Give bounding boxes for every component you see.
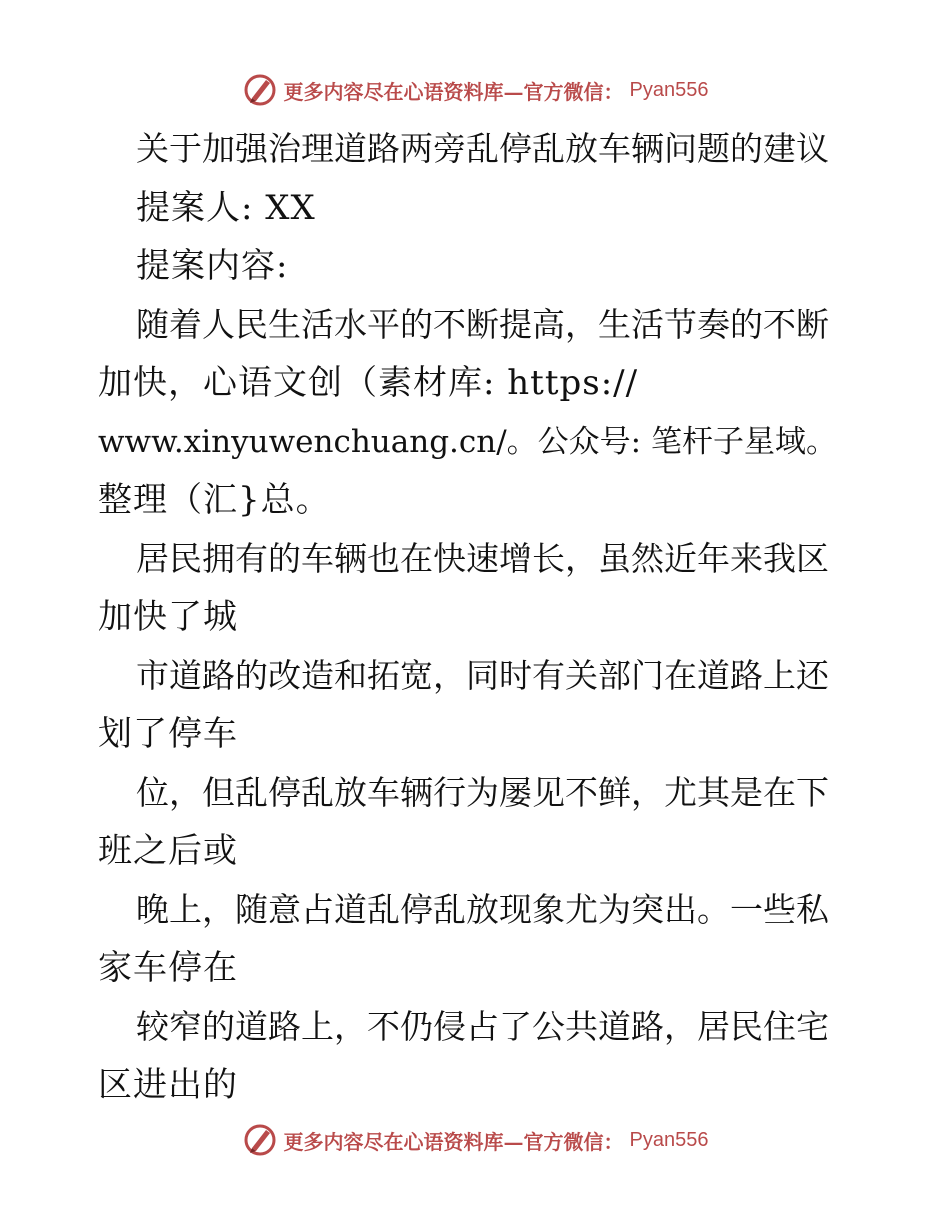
doc-line: 划了停车 [98,714,238,754]
doc-line: 市道路的改造和拓宽，同时有关部门在道路上还 [136,655,829,695]
banner-wechat-id: Pyan556 [629,1128,709,1151]
doc-line: 提案人: XX [136,187,316,228]
doc-line: 家车停在 [98,948,238,988]
header-banner [0,70,950,110]
banner-text: 更多内容尽在心语资料库—官方微信： [283,79,624,104]
doc-line: 晚上，随意占道乱停乱放现象尤为突出。一些私 [136,889,829,929]
pen-logo-icon [242,72,278,108]
footer-banner [0,1120,950,1160]
doc-title: 关于加强治理道路两旁乱停乱放车辆问题的建议 [136,129,829,168]
doc-line: 区进出的 [98,1065,238,1105]
doc-line: 随着人民生活水平的不断提高，生活节奏的不断 [136,304,829,344]
doc-line: 加快了城 [98,597,238,637]
banner-text: 更多内容尽在心语资料库—官方微信： [283,1129,624,1154]
doc-line: 整理（汇}总。 [98,480,331,520]
doc-line: 位，但乱停乱放车辆行为屡见不鲜，尤其是在下 [136,772,829,812]
document-body [98,120,858,1115]
doc-line: 居民拥有的车辆也在快速增长，虽然近年来我区 [136,538,829,578]
doc-line: 提案内容: [136,246,289,286]
doc-line: 班之后或 [98,831,238,871]
pen-logo-icon [242,1122,278,1158]
doc-line: 加快，心语文创（素材库: https:// [98,363,639,403]
banner-wechat-id: Pyan556 [629,78,709,101]
doc-line: www.xinyuwenchuang.cn/。公众号: 笔杆子星域。 [98,423,837,460]
doc-line: 较窄的道路上，不仍侵占了公共道路，居民住宅 [136,1006,829,1046]
